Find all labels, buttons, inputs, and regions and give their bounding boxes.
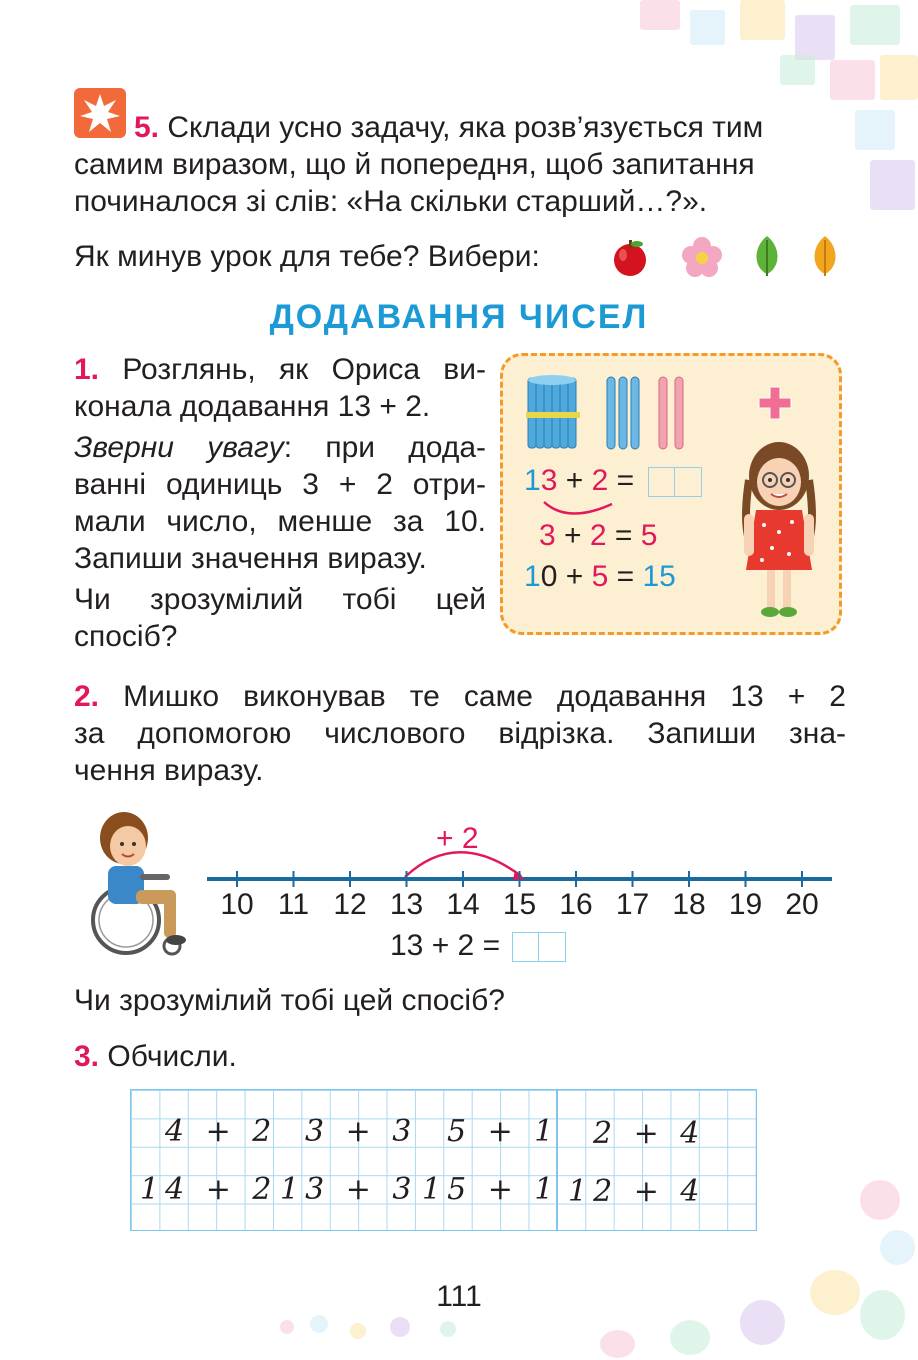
- exercise-1-1: 4 + 2: [165, 1114, 278, 1149]
- task2-block: [74, 678, 846, 789]
- section-title: ДОДАВАННЯ ЧИСЕЛ: [269, 298, 649, 336]
- boy-mishko-wheelchair-illustration: [80, 808, 190, 963]
- task2-line-1: Мишко виконував те саме додавання 13 + 2: [123, 680, 846, 713]
- task2-line-2: за допомогою числового відрізка. Запиши зна-: [74, 717, 846, 750]
- exercise-grid: [130, 1089, 757, 1231]
- panel-equation-2: 3 + 2 = 5: [539, 519, 658, 552]
- exercise-2-4: 12 + 4: [568, 1174, 706, 1209]
- panel-equation-1: 13 + 2 =: [524, 462, 702, 499]
- exercise-2-3: 15 + 1: [422, 1172, 560, 1207]
- tick-label-10: 10: [220, 888, 254, 921]
- tick-label-14: 14: [446, 888, 480, 921]
- page-number: 111: [436, 1280, 482, 1313]
- tick-label-18: 18: [672, 888, 706, 921]
- task2-line-3: чення виразу.: [74, 754, 264, 787]
- answer-box-1[interactable]: [648, 467, 702, 497]
- task1-line-2: конала додавання 13 + 2.: [74, 390, 431, 423]
- task3-title: Обчисли.: [107, 1040, 237, 1073]
- task1-block: [74, 351, 486, 655]
- exercise-1-3: 5 + 1: [447, 1114, 560, 1149]
- task2-question: Чи зрозумілий тобі цей спосіб?: [74, 984, 505, 1017]
- two-pink-sticks-icon: [655, 374, 691, 457]
- reflection-text: Як минув урок для тебе? Вибери:: [74, 240, 540, 273]
- exercise-2-2: 13 + 3: [280, 1172, 418, 1207]
- tick-label-16: 16: [559, 888, 593, 921]
- tick-label-19: 19: [728, 888, 763, 921]
- task1-line-6: Запиши значення виразу.: [74, 542, 427, 575]
- task1-number: 1.: [74, 353, 100, 386]
- task2-equation: 13 + 2 =: [390, 929, 501, 962]
- bottom-left-decoration: [280, 1315, 480, 1345]
- task5-block: [74, 109, 844, 220]
- exercise-1-2: 3 + 3: [305, 1114, 418, 1149]
- tick-label-20: 20: [785, 888, 819, 921]
- grid-divider: [556, 1089, 558, 1231]
- flower-icon[interactable]: [681, 236, 723, 283]
- apple-icon[interactable]: [609, 236, 651, 283]
- task1-line-7: Чи зрозумілий тобі цей: [74, 583, 486, 616]
- task5-line-3: починалося зі слів: «На скільки старший…?».: [74, 185, 708, 218]
- ten-sticks-bundle-icon: [526, 374, 584, 457]
- tick-label-11: 11: [277, 888, 310, 921]
- task5-line-2: самим виразом, що й попередня, щоб запитання: [74, 148, 755, 181]
- task1-line-8: спосіб?: [74, 620, 178, 653]
- tick-label-13: 13: [389, 888, 424, 921]
- task5-number: 5.: [134, 111, 160, 144]
- task1-line-5: мали число, менше за 10.: [74, 505, 486, 538]
- task3-heading: [74, 1038, 237, 1075]
- exercise-1-4: 2 + 4: [593, 1116, 706, 1151]
- task1-attention: Зверни увагу: [74, 431, 284, 464]
- task5-line-1: Склади усно задачу, яка розв’язується тим: [167, 111, 764, 144]
- plus-icon: [757, 385, 793, 426]
- number-line-labels: [207, 886, 837, 926]
- tick-label-15: 15: [502, 888, 537, 921]
- jump-label: + 2: [436, 822, 479, 855]
- tick-label-12: 12: [333, 888, 367, 921]
- green-leaf-icon[interactable]: [752, 234, 782, 283]
- girl-orysia-illustration: [734, 430, 824, 625]
- reflection-row: [74, 238, 864, 275]
- panel-equation-3: 10 + 5 = 15: [524, 560, 676, 593]
- task2-equation-row: [390, 927, 566, 964]
- tick-label-17: 17: [615, 888, 650, 921]
- task2-number: 2.: [74, 680, 100, 713]
- three-blue-sticks-icon: [605, 374, 641, 457]
- yellow-leaf-icon[interactable]: [810, 234, 840, 283]
- answer-box-2[interactable]: [512, 932, 566, 962]
- task1-line-4: ванні одиниць 3 + 2 отри-: [74, 468, 486, 501]
- task3-number: 3.: [74, 1040, 100, 1073]
- task1-line-3: : при дода-: [283, 431, 487, 464]
- task1-line-1: Розглянь, як Ориса ви-: [122, 353, 486, 386]
- exercise-2-1: 14 + 2: [140, 1172, 278, 1207]
